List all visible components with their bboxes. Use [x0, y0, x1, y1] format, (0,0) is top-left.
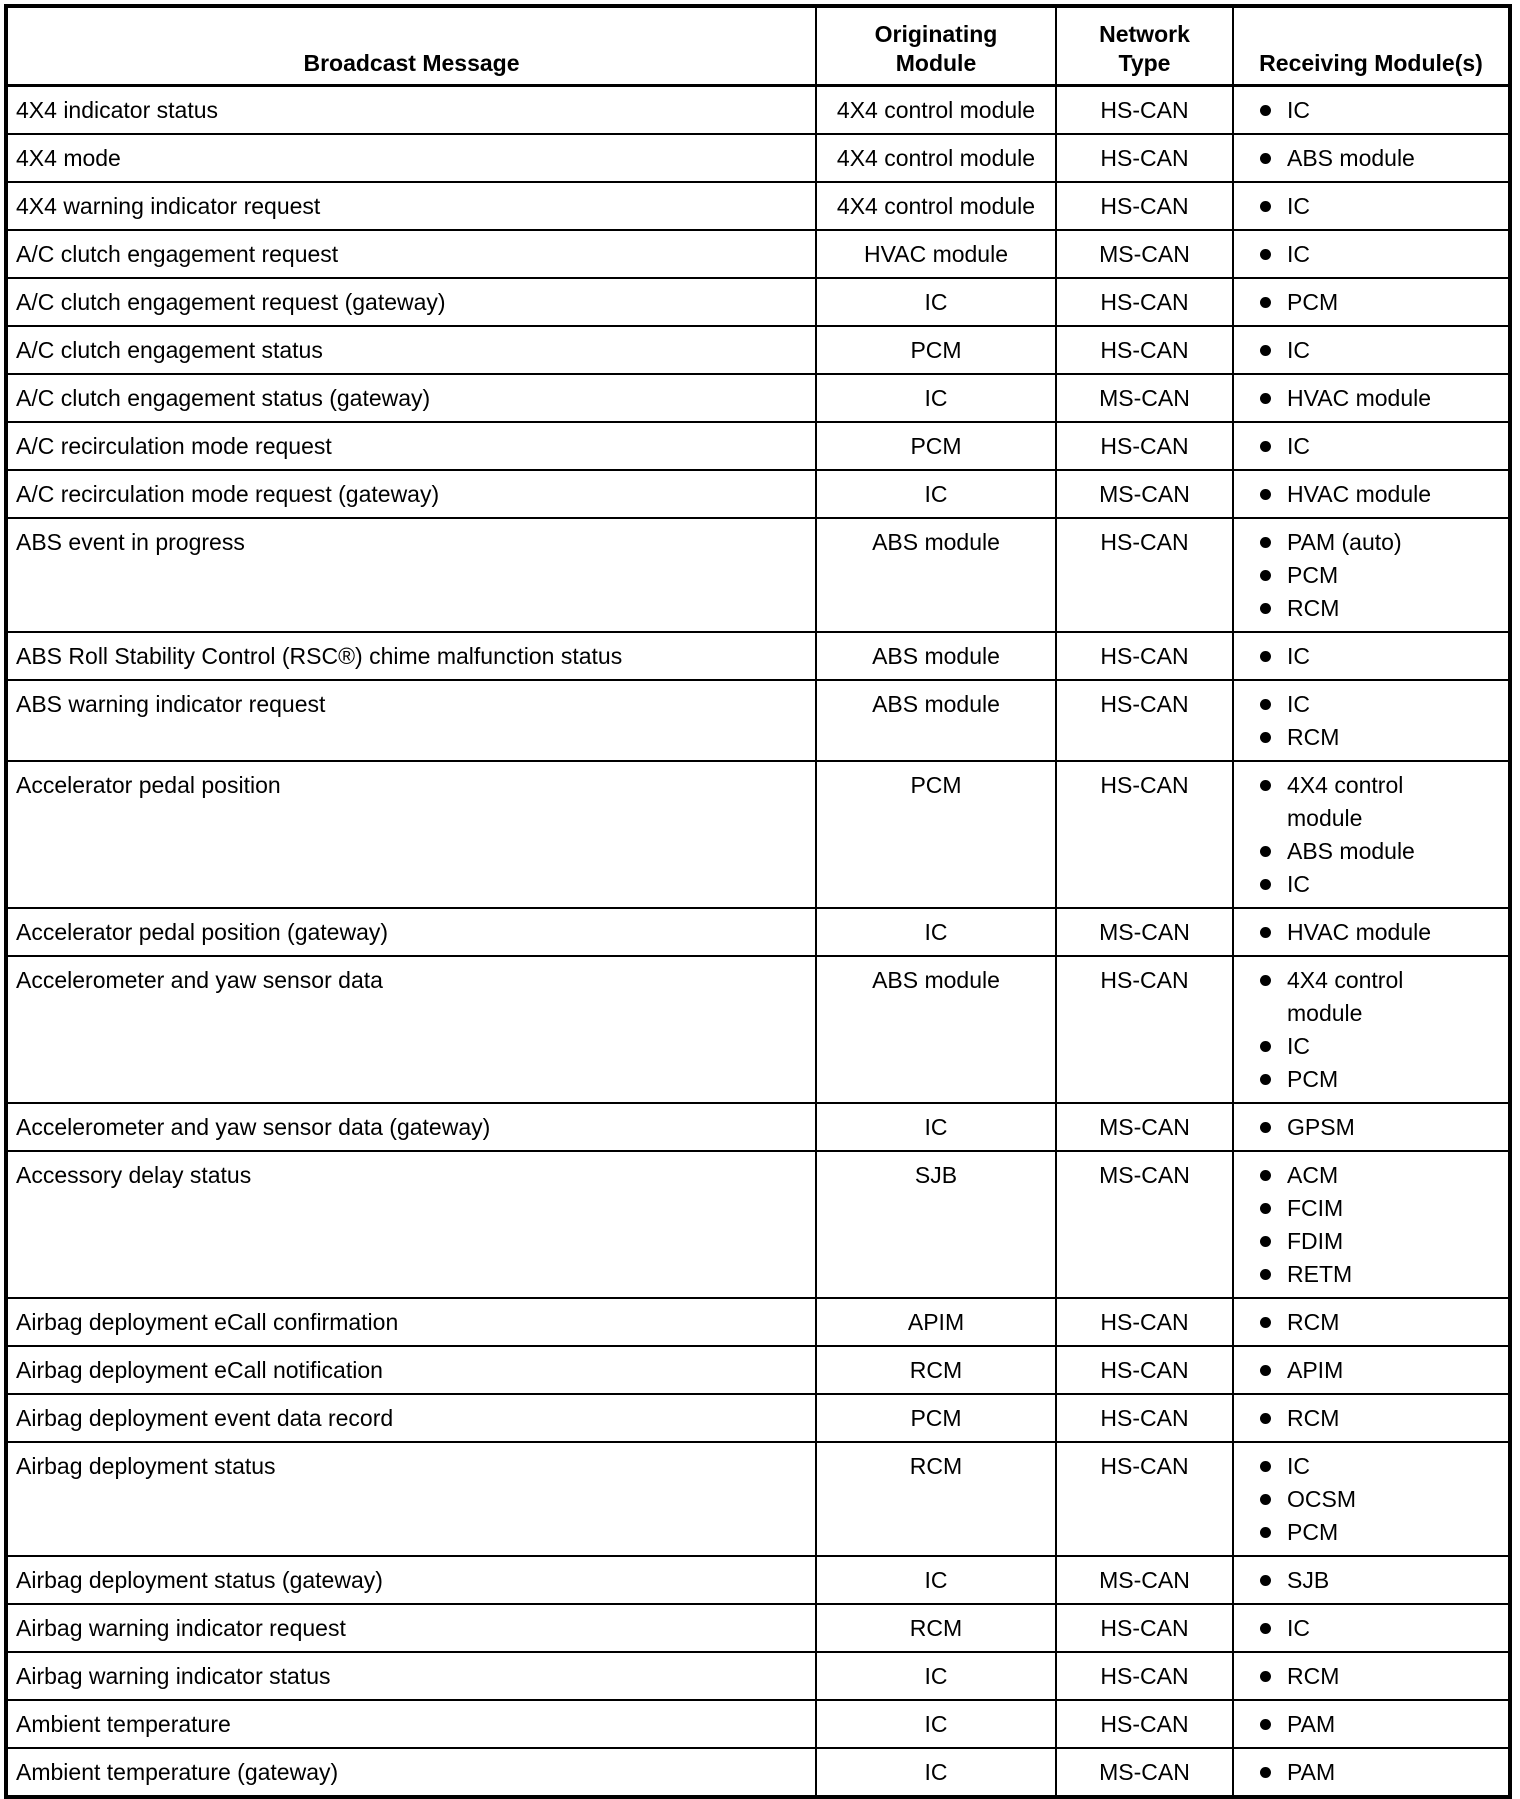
receiving-module-label: HVAC module	[1287, 480, 1432, 507]
receiving-module-item	[1260, 721, 1504, 754]
network-type-cell: HS-CAN	[1056, 1298, 1233, 1346]
table-row	[6, 761, 1510, 908]
receiving-modules-cell	[1233, 680, 1510, 761]
receiving-modules-list	[1234, 964, 1504, 1096]
originating-module-cell: IC	[816, 278, 1056, 326]
originating-module-cell: RCM	[816, 1346, 1056, 1394]
table-row	[6, 1298, 1510, 1346]
originating-module-cell: RCM	[816, 1442, 1056, 1556]
receiving-module-item	[1260, 526, 1504, 559]
network-type-cell: MS-CAN	[1056, 1151, 1233, 1298]
receiving-modules-cell	[1233, 1748, 1510, 1797]
receiving-module-item	[1260, 1111, 1504, 1144]
broadcast-message-cell: A/C clutch engagement request	[6, 230, 816, 278]
receiving-module-item	[1260, 286, 1504, 319]
receiving-modules-cell	[1233, 278, 1510, 326]
receiving-module-item	[1260, 1354, 1504, 1387]
originating-module-cell: IC	[816, 1652, 1056, 1700]
broadcast-message-cell: Accelerometer and yaw sensor data (gateway)	[6, 1103, 816, 1151]
broadcast-message-cell: Accessory delay status	[6, 1151, 816, 1298]
network-type-cell: HS-CAN	[1056, 1346, 1233, 1394]
receiving-modules-cell	[1233, 632, 1510, 680]
receiving-module-label: 4X4 control module	[1287, 771, 1404, 831]
table-row	[6, 956, 1510, 1103]
network-type-cell: HS-CAN	[1056, 518, 1233, 632]
table-row	[6, 1103, 1510, 1151]
receiving-modules-cell	[1233, 1652, 1510, 1700]
table-row	[6, 680, 1510, 761]
table-row	[6, 374, 1510, 422]
broadcast-message-cell: Airbag warning indicator status	[6, 1652, 816, 1700]
receiving-modules-list	[1234, 142, 1504, 175]
table-row	[6, 1442, 1510, 1556]
originating-module-cell: 4X4 control module	[816, 85, 1056, 134]
receiving-module-item	[1260, 334, 1504, 367]
receiving-modules-list	[1234, 430, 1504, 463]
broadcast-message-cell: Airbag deployment event data record	[6, 1394, 816, 1442]
receiving-module-item	[1260, 1402, 1504, 1435]
receiving-module-label: APIM	[1287, 1356, 1344, 1383]
receiving-modules-list	[1234, 1402, 1504, 1435]
receiving-modules-list	[1234, 94, 1504, 127]
table-row	[6, 230, 1510, 278]
receiving-module-item	[1260, 688, 1504, 721]
receiving-module-item	[1260, 835, 1504, 868]
broadcast-message-cell: Accelerometer and yaw sensor data	[6, 956, 816, 1103]
receiving-module-label: IC	[1287, 336, 1310, 363]
receiving-module-label: SJB	[1287, 1566, 1330, 1593]
header-network-type: Network Type	[1056, 6, 1233, 85]
table-row	[6, 85, 1510, 134]
broadcast-message-cell: Accelerator pedal position (gateway)	[6, 908, 816, 956]
receiving-module-label: ABS module	[1287, 144, 1415, 171]
broadcast-message-cell: Airbag deployment eCall confirmation	[6, 1298, 816, 1346]
receiving-module-label: RCM	[1287, 723, 1340, 750]
broadcast-message-cell: A/C recirculation mode request	[6, 422, 816, 470]
receiving-modules-list	[1234, 640, 1504, 673]
table-row	[6, 470, 1510, 518]
receiving-module-label: PCM	[1287, 1065, 1339, 1092]
table-row	[6, 1394, 1510, 1442]
receiving-modules-cell	[1233, 1442, 1510, 1556]
receiving-module-label: ACM	[1287, 1161, 1339, 1188]
broadcast-message-cell: Airbag deployment eCall notification	[6, 1346, 816, 1394]
receiving-modules-list	[1234, 478, 1504, 511]
table-row	[6, 134, 1510, 182]
receiving-module-item	[1260, 1306, 1504, 1339]
broadcast-message-table	[4, 4, 1512, 1799]
receiving-modules-cell	[1233, 470, 1510, 518]
receiving-modules-list	[1234, 526, 1504, 625]
receiving-module-label: IC	[1287, 642, 1310, 669]
network-type-cell: HS-CAN	[1056, 680, 1233, 761]
originating-module-cell: ABS module	[816, 632, 1056, 680]
header-originating-module: Originating Module	[816, 6, 1056, 85]
receiving-module-item	[1260, 640, 1504, 673]
receiving-module-label: IC	[1287, 1614, 1310, 1641]
receiving-modules-list	[1234, 190, 1504, 223]
network-type-cell: HS-CAN	[1056, 422, 1233, 470]
originating-module-cell: ABS module	[816, 680, 1056, 761]
receiving-modules-cell	[1233, 326, 1510, 374]
network-type-cell: MS-CAN	[1056, 374, 1233, 422]
receiving-module-label: RCM	[1287, 594, 1340, 621]
receiving-module-item	[1260, 1030, 1504, 1063]
originating-module-cell: PCM	[816, 761, 1056, 908]
originating-module-cell: IC	[816, 374, 1056, 422]
network-type-cell: MS-CAN	[1056, 908, 1233, 956]
receiving-module-item	[1260, 1159, 1504, 1192]
receiving-module-label: PAM (auto)	[1287, 528, 1402, 555]
receiving-module-label: IC	[1287, 870, 1310, 897]
receiving-modules-cell	[1233, 1700, 1510, 1748]
receiving-module-label: FDIM	[1287, 1227, 1344, 1254]
receiving-module-label: OCSM	[1287, 1485, 1356, 1512]
receiving-module-label: PCM	[1287, 561, 1339, 588]
broadcast-message-cell: 4X4 indicator status	[6, 85, 816, 134]
receiving-modules-list	[1234, 238, 1504, 271]
broadcast-message-cell: A/C recirculation mode request (gateway)	[6, 470, 816, 518]
receiving-module-label: IC	[1287, 240, 1310, 267]
broadcast-message-cell: Airbag warning indicator request	[6, 1604, 816, 1652]
receiving-module-item	[1260, 769, 1504, 835]
receiving-module-item	[1260, 1708, 1504, 1741]
receiving-module-item	[1260, 1258, 1504, 1291]
network-type-cell: HS-CAN	[1056, 134, 1233, 182]
receiving-module-item	[1260, 1483, 1504, 1516]
network-type-cell: HS-CAN	[1056, 278, 1233, 326]
receiving-modules-cell	[1233, 518, 1510, 632]
broadcast-message-cell: 4X4 mode	[6, 134, 816, 182]
receiving-modules-cell	[1233, 1394, 1510, 1442]
originating-module-cell: PCM	[816, 422, 1056, 470]
receiving-module-item	[1260, 190, 1504, 223]
table-row	[6, 632, 1510, 680]
table-row	[6, 1748, 1510, 1797]
receiving-modules-list	[1234, 1450, 1504, 1549]
receiving-modules-list	[1234, 1660, 1504, 1693]
network-type-cell: HS-CAN	[1056, 85, 1233, 134]
receiving-modules-list	[1234, 1354, 1504, 1387]
table-body	[6, 85, 1510, 1797]
network-type-cell: HS-CAN	[1056, 1652, 1233, 1700]
receiving-modules-cell	[1233, 134, 1510, 182]
receiving-modules-cell	[1233, 1151, 1510, 1298]
receiving-modules-cell	[1233, 1346, 1510, 1394]
originating-module-cell: 4X4 control module	[816, 182, 1056, 230]
receiving-module-item	[1260, 1516, 1504, 1549]
receiving-module-item	[1260, 1660, 1504, 1693]
receiving-module-item	[1260, 382, 1504, 415]
receiving-module-label: GPSM	[1287, 1113, 1355, 1140]
receiving-module-item	[1260, 142, 1504, 175]
originating-module-cell: IC	[816, 1103, 1056, 1151]
receiving-modules-cell	[1233, 1298, 1510, 1346]
broadcast-message-cell: ABS event in progress	[6, 518, 816, 632]
table-row	[6, 1700, 1510, 1748]
receiving-module-label: HVAC module	[1287, 384, 1432, 411]
table-row	[6, 278, 1510, 326]
receiving-modules-list	[1234, 916, 1504, 949]
originating-module-cell: 4X4 control module	[816, 134, 1056, 182]
originating-module-cell: RCM	[816, 1604, 1056, 1652]
receiving-modules-list	[1234, 382, 1504, 415]
originating-module-cell: IC	[816, 1748, 1056, 1797]
receiving-module-label: IC	[1287, 192, 1310, 219]
receiving-module-item	[1260, 559, 1504, 592]
broadcast-message-cell: Accelerator pedal position	[6, 761, 816, 908]
receiving-modules-cell	[1233, 182, 1510, 230]
originating-module-cell: PCM	[816, 326, 1056, 374]
receiving-module-label: IC	[1287, 1032, 1310, 1059]
receiving-modules-cell	[1233, 230, 1510, 278]
receiving-modules-cell	[1233, 85, 1510, 134]
receiving-modules-cell	[1233, 1604, 1510, 1652]
receiving-module-item	[1260, 1450, 1504, 1483]
receiving-module-label: 4X4 control module	[1287, 966, 1404, 1026]
network-type-cell: HS-CAN	[1056, 956, 1233, 1103]
receiving-modules-list	[1234, 334, 1504, 367]
originating-module-cell: IC	[816, 470, 1056, 518]
header-receiving-modules: Receiving Module(s)	[1233, 6, 1510, 85]
receiving-module-label: PCM	[1287, 1518, 1339, 1545]
broadcast-message-cell: Ambient temperature	[6, 1700, 816, 1748]
receiving-module-item	[1260, 964, 1504, 1030]
receiving-module-label: RCM	[1287, 1404, 1340, 1431]
receiving-module-item	[1260, 1063, 1504, 1096]
receiving-module-item	[1260, 238, 1504, 271]
originating-module-cell: SJB	[816, 1151, 1056, 1298]
originating-module-cell: IC	[816, 1556, 1056, 1604]
network-type-cell: MS-CAN	[1056, 1103, 1233, 1151]
receiving-module-label: RETM	[1287, 1260, 1353, 1287]
receiving-module-item	[1260, 430, 1504, 463]
network-type-cell: HS-CAN	[1056, 1700, 1233, 1748]
receiving-module-label: PCM	[1287, 288, 1339, 315]
originating-module-cell: PCM	[816, 1394, 1056, 1442]
receiving-module-item	[1260, 94, 1504, 127]
table-row	[6, 518, 1510, 632]
receiving-modules-cell	[1233, 908, 1510, 956]
originating-module-cell: ABS module	[816, 956, 1056, 1103]
originating-module-cell: APIM	[816, 1298, 1056, 1346]
receiving-module-item	[1260, 916, 1504, 949]
network-type-cell: HS-CAN	[1056, 1394, 1233, 1442]
originating-module-cell: IC	[816, 1700, 1056, 1748]
receiving-modules-list	[1234, 769, 1504, 901]
originating-module-cell: HVAC module	[816, 230, 1056, 278]
receiving-modules-list	[1234, 1756, 1504, 1789]
originating-module-cell: ABS module	[816, 518, 1056, 632]
broadcast-message-cell: A/C clutch engagement status	[6, 326, 816, 374]
receiving-module-item	[1260, 868, 1504, 901]
receiving-modules-list	[1234, 688, 1504, 754]
receiving-modules-cell	[1233, 761, 1510, 908]
network-type-cell: HS-CAN	[1056, 761, 1233, 908]
table-row	[6, 182, 1510, 230]
broadcast-message-cell: ABS Roll Stability Control (RSC®) chime malfunction status	[6, 632, 816, 680]
network-type-cell: MS-CAN	[1056, 470, 1233, 518]
receiving-module-item	[1260, 1756, 1504, 1789]
receiving-module-item	[1260, 592, 1504, 625]
table-row	[6, 1346, 1510, 1394]
receiving-modules-list	[1234, 1564, 1504, 1597]
receiving-modules-cell	[1233, 1556, 1510, 1604]
receiving-module-item	[1260, 1225, 1504, 1258]
receiving-module-label: RCM	[1287, 1308, 1340, 1335]
network-type-cell: MS-CAN	[1056, 1748, 1233, 1797]
receiving-modules-list	[1234, 1111, 1504, 1144]
table-row	[6, 1604, 1510, 1652]
network-type-cell: HS-CAN	[1056, 182, 1233, 230]
network-type-cell: HS-CAN	[1056, 326, 1233, 374]
broadcast-message-cell: A/C clutch engagement request (gateway)	[6, 278, 816, 326]
receiving-module-label: IC	[1287, 1452, 1310, 1479]
receiving-modules-cell	[1233, 1103, 1510, 1151]
table-header	[6, 6, 1510, 85]
receiving-module-label: FCIM	[1287, 1194, 1344, 1221]
receiving-modules-cell	[1233, 374, 1510, 422]
network-type-cell: MS-CAN	[1056, 1556, 1233, 1604]
receiving-module-label: HVAC module	[1287, 918, 1432, 945]
network-type-cell: MS-CAN	[1056, 230, 1233, 278]
receiving-module-label: IC	[1287, 432, 1310, 459]
receiving-modules-list	[1234, 1306, 1504, 1339]
broadcast-message-cell: ABS warning indicator request	[6, 680, 816, 761]
originating-module-cell: IC	[816, 908, 1056, 956]
receiving-modules-list	[1234, 286, 1504, 319]
table-row	[6, 1652, 1510, 1700]
receiving-modules-list	[1234, 1612, 1504, 1645]
table-row	[6, 326, 1510, 374]
broadcast-message-cell: A/C clutch engagement status (gateway)	[6, 374, 816, 422]
network-type-cell: HS-CAN	[1056, 1604, 1233, 1652]
receiving-module-label: IC	[1287, 96, 1310, 123]
receiving-module-item	[1260, 1612, 1504, 1645]
receiving-module-item	[1260, 478, 1504, 511]
broadcast-message-cell: 4X4 warning indicator request	[6, 182, 816, 230]
header-row	[6, 6, 1510, 85]
table-row	[6, 1151, 1510, 1298]
receiving-module-item	[1260, 1192, 1504, 1225]
receiving-module-label: IC	[1287, 690, 1310, 717]
receiving-modules-list	[1234, 1159, 1504, 1291]
receiving-module-label: RCM	[1287, 1662, 1340, 1689]
receiving-modules-cell	[1233, 956, 1510, 1103]
network-type-cell: HS-CAN	[1056, 1442, 1233, 1556]
network-type-cell: HS-CAN	[1056, 632, 1233, 680]
table-row	[6, 1556, 1510, 1604]
broadcast-message-cell: Airbag deployment status	[6, 1442, 816, 1556]
receiving-module-label: PAM	[1287, 1710, 1336, 1737]
broadcast-message-cell: Airbag deployment status (gateway)	[6, 1556, 816, 1604]
receiving-module-label: ABS module	[1287, 837, 1415, 864]
table-row	[6, 422, 1510, 470]
receiving-modules-cell	[1233, 422, 1510, 470]
broadcast-message-cell: Ambient temperature (gateway)	[6, 1748, 816, 1797]
receiving-modules-list	[1234, 1708, 1504, 1741]
header-broadcast-message: Broadcast Message	[6, 6, 816, 85]
table-row	[6, 908, 1510, 956]
receiving-module-item	[1260, 1564, 1504, 1597]
receiving-module-label: PAM	[1287, 1758, 1336, 1785]
